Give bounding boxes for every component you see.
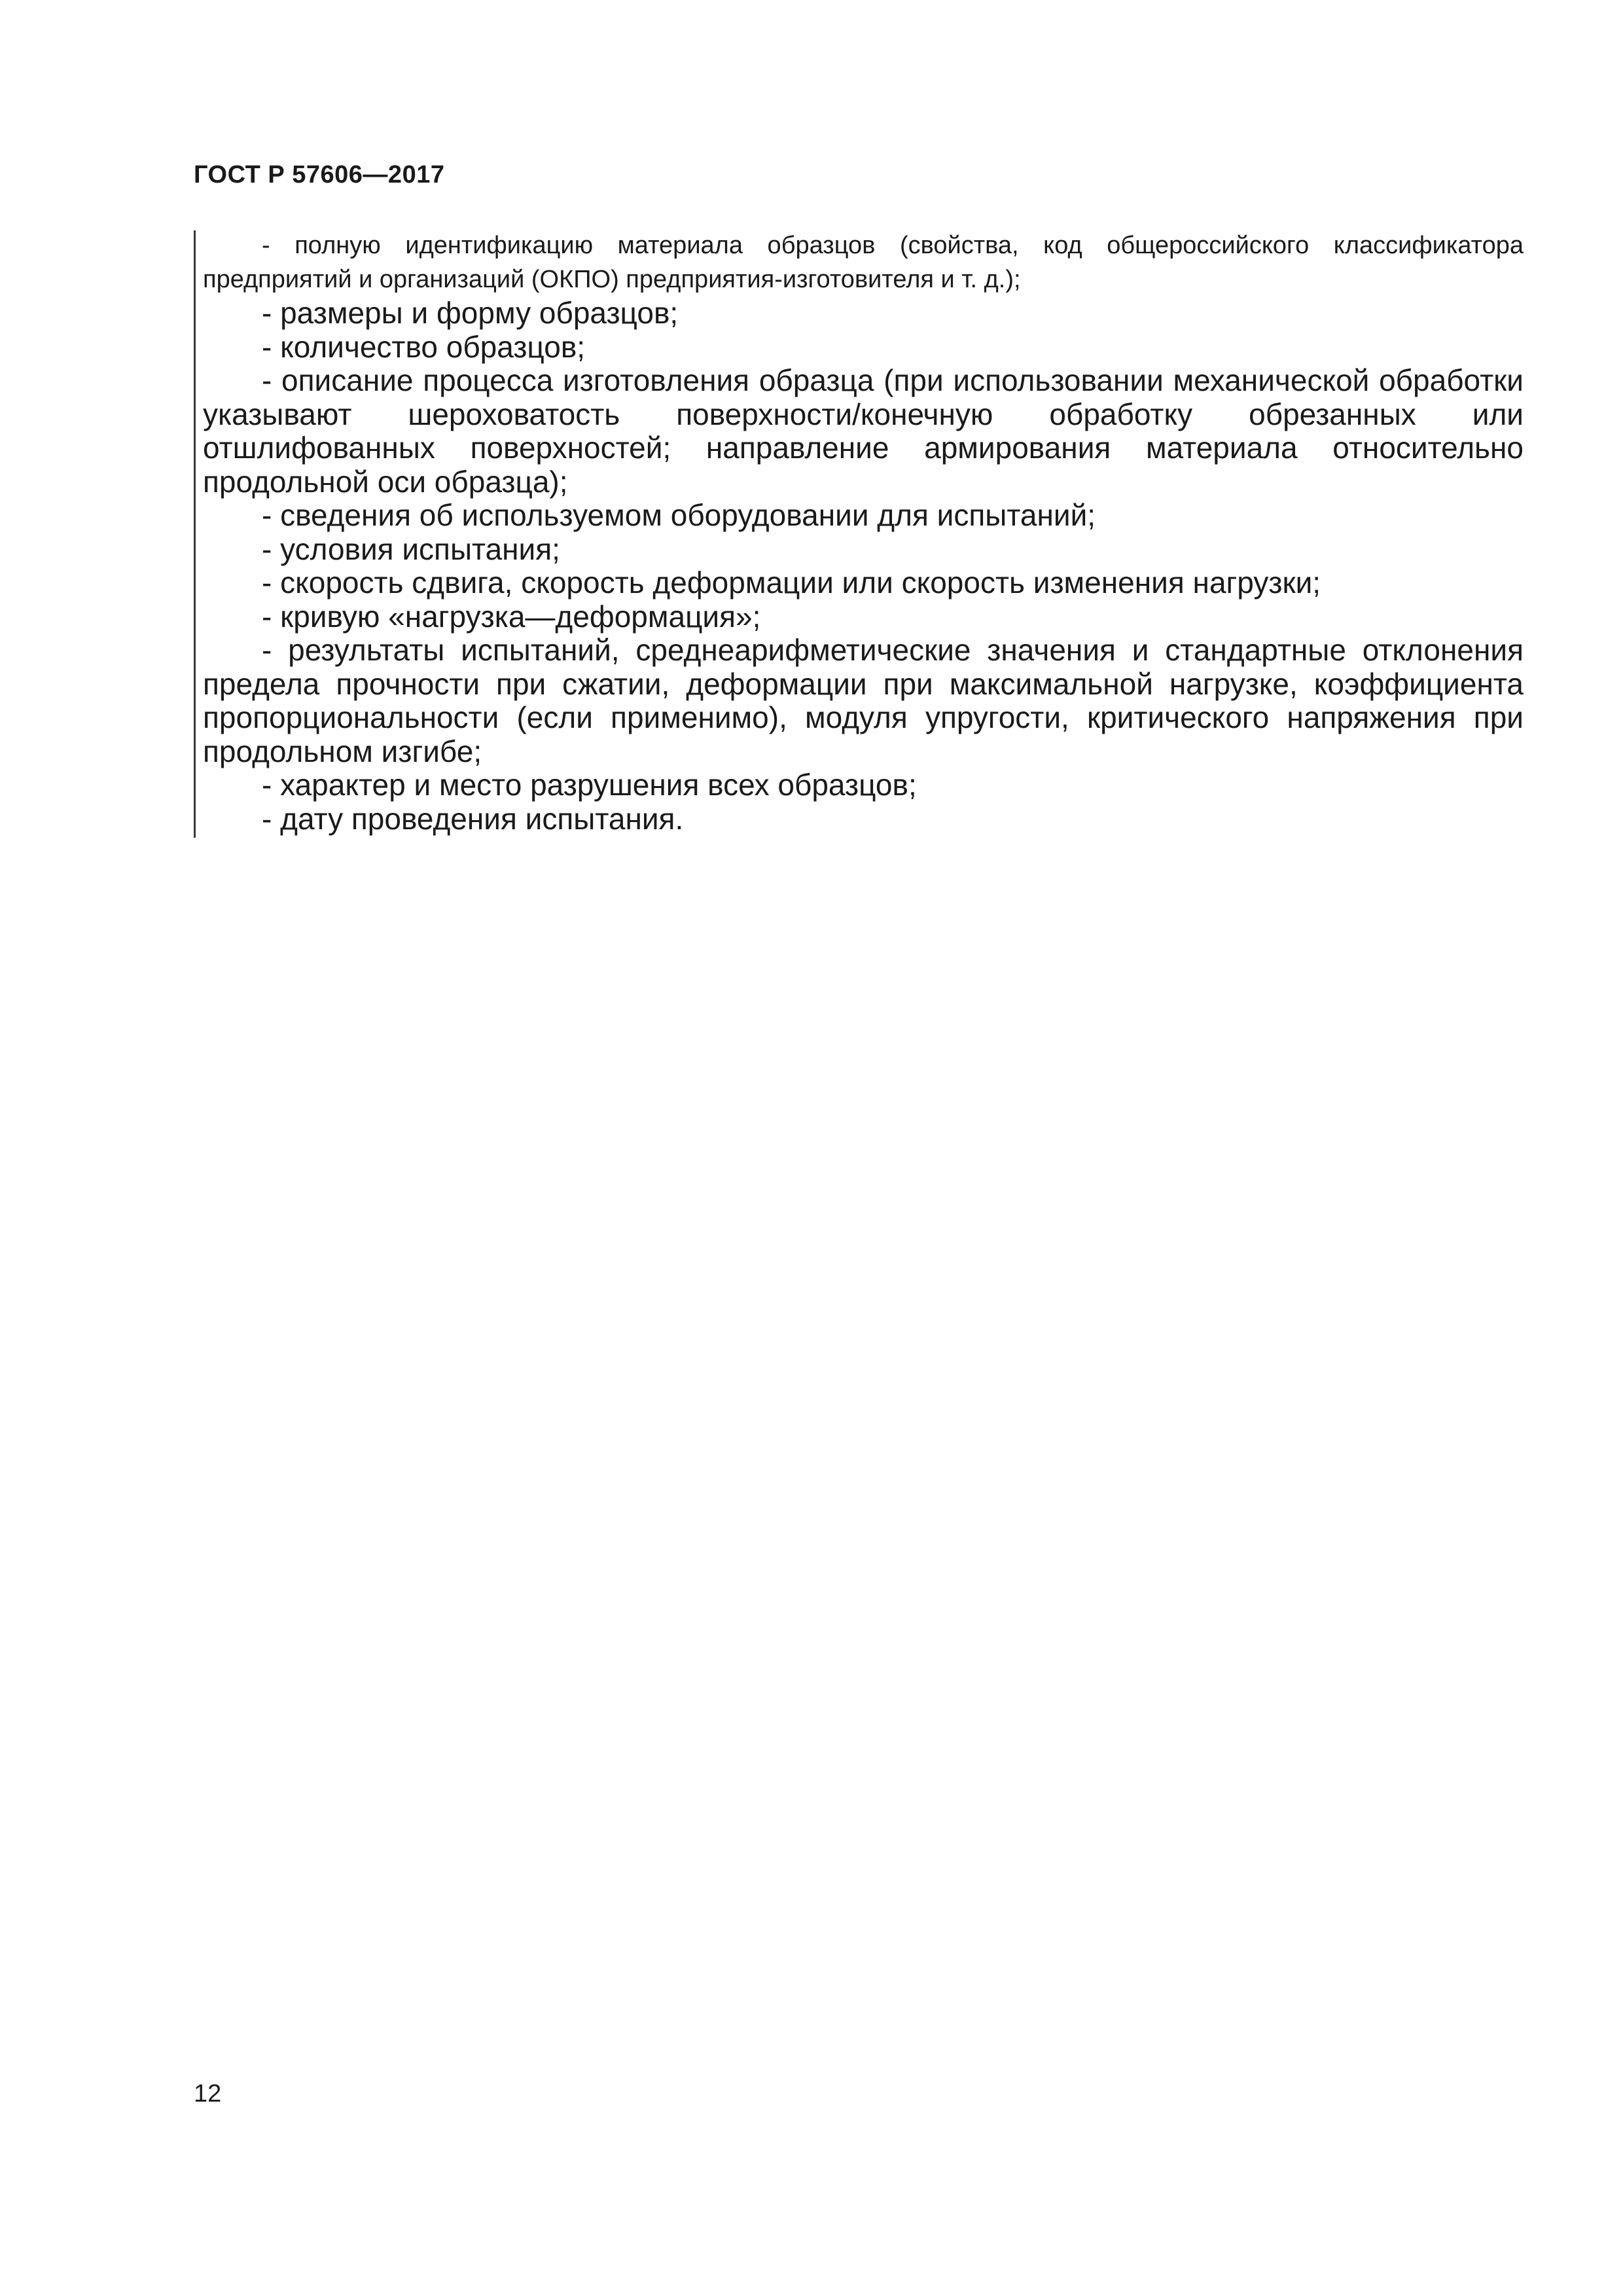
list-item-equipment: - сведения об используемом оборудовании для испытаний; — [262, 498, 1096, 532]
list-item-failure: - характер и место разрушения всех образцов; — [262, 768, 917, 802]
list-item-quantity: - количество образцов; — [262, 329, 586, 364]
list-item-curve: - кривую «нагрузка—деформация»; — [262, 599, 761, 634]
change-bar — [194, 230, 196, 838]
list-item-manufacturing-process: - описание процесса изготовления образца (при использовании механической обработки указывают шероховатость поверхности/конечную обработку обрезанных или отшлифованных поверхностей; направление армирования материала относительно продольной оси образца); — [203, 363, 1524, 499]
list-item-material-identification: - полную идентификацию материала образцов (свойства, код общероссийского классификатора предприятий и организаций (ОКПО) предприятия-изготовителя и т. д.); — [203, 232, 1524, 293]
list-item-date: - дату проведения испытания. — [262, 801, 684, 836]
list-item-results: - результаты испытаний, среднеарифметические значения и стандартные отклонения предела прочности при сжатии, деформации при максимальной нагрузке, коэффициента пропорциональности (если применимо), модуля упругости, критического напряжения при продольном изгибе; — [203, 633, 1524, 768]
page-number: 12 — [194, 2080, 222, 2108]
list-item-speed: - скорость сдвига, скорость деформации или скорость изменения нагрузки; — [262, 565, 1321, 600]
list-item-dimensions: - размеры и форму образцов; — [262, 296, 679, 330]
list-item-conditions: - условия испытания; — [262, 531, 560, 566]
document-header: ГОСТ Р 57606—2017 — [194, 161, 445, 188]
list-content — [203, 229, 1524, 836]
